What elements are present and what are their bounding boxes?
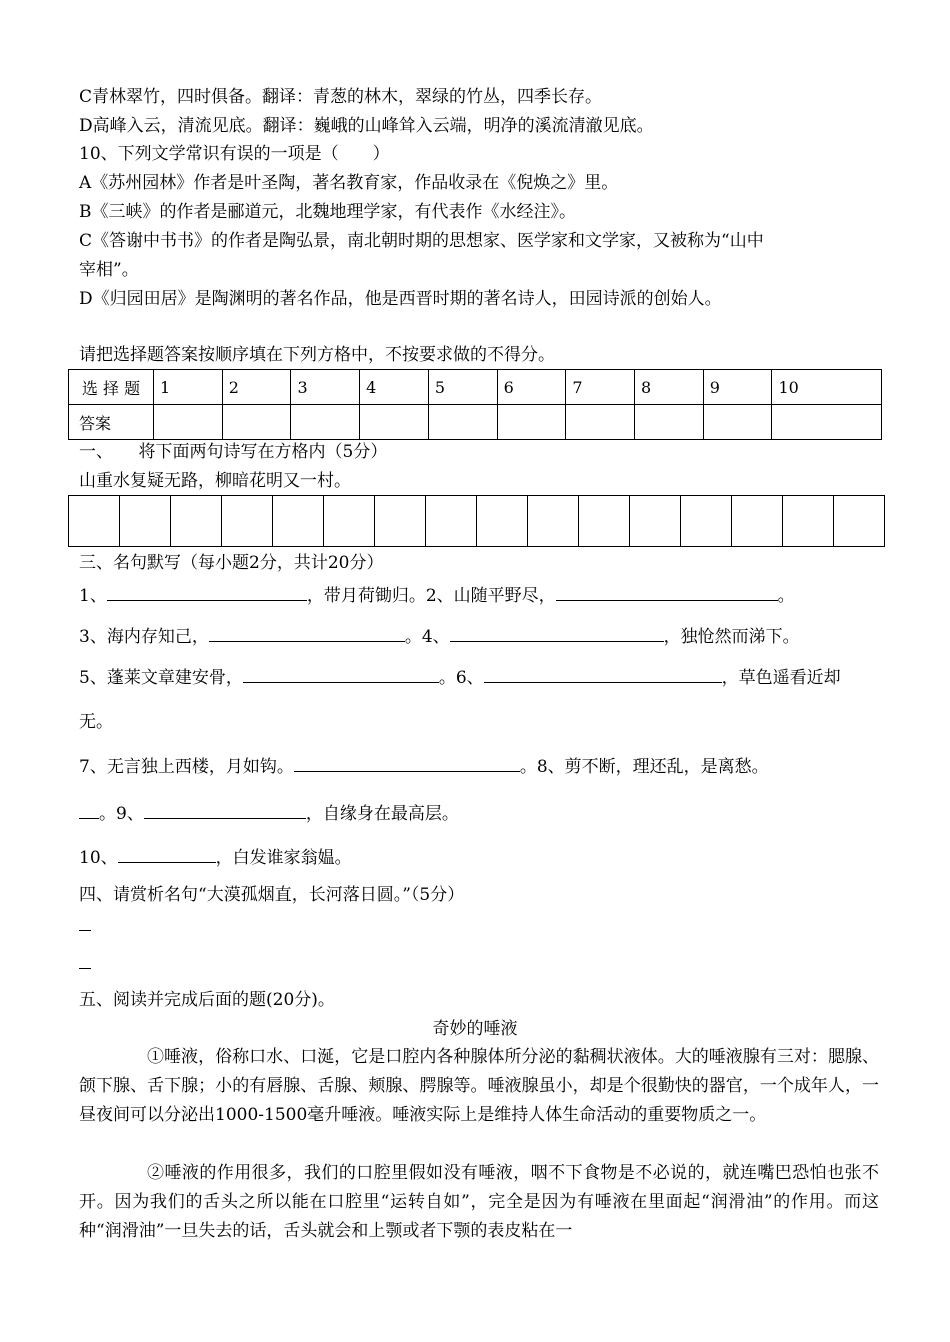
answer-number: 4	[360, 370, 429, 405]
answer-cell[interactable]	[772, 405, 882, 440]
fill-blank[interactable]	[118, 844, 216, 863]
article-title: 奇妙的唾液	[432, 1019, 518, 1039]
grid-cell[interactable]	[171, 496, 222, 547]
question-10-option-d: D《归园田居》是陶渊明的著名作品，他是西晋时期的著名诗人，田园诗派的创始人。	[79, 289, 722, 309]
answer-cell[interactable]	[154, 405, 223, 440]
recitation-line-6: 10、 ，白发谁家翁媪。	[79, 844, 352, 869]
answer-number: 1	[154, 370, 223, 405]
answer-number: 6	[497, 370, 566, 405]
fill-blank[interactable]	[243, 664, 439, 683]
recitation-line-2: 3、海内存知己， 。4、 ，独怆然而涕下。	[79, 623, 800, 648]
option-d-line: D高峰入云，清流见底。翻译：巍峨的山峰耸入云端，明净的溪流清澈见底。	[79, 116, 654, 136]
section-3-title: 三、名句默写（每小题2分，共计20分）	[79, 553, 384, 573]
grid-cell[interactable]	[630, 496, 681, 547]
section-1-title: 一、 将下面两句诗写在方格内（5分）	[79, 442, 388, 462]
article-paragraph-2: ②唾液的作用很多，我们的口腔里假如没有唾液，咽不下食物是不必说的，就连嘴巴恐怕也张不开。因为我们的舌头之所以能在口腔里“运转自如”，完全是因为有唾液在里面起“润滑油”的作用。而这种“润滑油”一旦失去的话，舌头就会和上颚或者下颚的表皮粘在一	[79, 1163, 879, 1241]
section-4-title: 四、请赏析名句“大漠孤烟直，长河落日圆。”（5分）	[79, 885, 465, 905]
grid-cell[interactable]	[681, 496, 732, 547]
fill-blank[interactable]	[294, 753, 520, 772]
answer-number: 3	[291, 370, 360, 405]
fill-blank[interactable]	[79, 800, 99, 819]
answer-number: 7	[566, 370, 635, 405]
answer-cell[interactable]	[635, 405, 704, 440]
grid-cell[interactable]	[375, 496, 426, 547]
option-c-line: C青林翠竹，四时俱备。翻译：青葱的林木，翠绿的竹丛，四季长存。	[79, 87, 603, 107]
answer-cell[interactable]	[360, 405, 429, 440]
grid-cell[interactable]	[528, 496, 579, 547]
writing-grid	[68, 495, 885, 547]
fill-blank[interactable]	[144, 800, 306, 819]
recitation-line-5: 。9、 ，自缘身在最高层。	[79, 800, 459, 825]
question-10-stem: 10、下列文学常识有误的一项是（ ）	[79, 144, 390, 164]
grid-cell[interactable]	[426, 496, 477, 547]
grid-cell[interactable]	[120, 496, 171, 547]
recitation-line-3: 5、蓬莱文章建安骨， 。6、 ，草色遥看近却	[79, 664, 841, 689]
grid-cell[interactable]	[69, 496, 120, 547]
question-10-option-a: A《苏州园林》作者是叶圣陶，著名教育家，作品收录在《倪焕之》里。	[79, 173, 619, 193]
grid-cell[interactable]	[477, 496, 528, 547]
answer-instruction: 请把选择题答案按顺序填在下列方格中，不按要求做的不得分。	[79, 345, 555, 365]
fill-blank[interactable]	[209, 623, 405, 642]
question-10-option-c: C《答谢中书书》的作者是陶弘景，南北朝时期的思想家、医学家和文学家，又被称为“山中	[79, 231, 764, 251]
grid-cell[interactable]	[579, 496, 630, 547]
answer-table	[68, 369, 882, 440]
answer-cell[interactable]	[222, 405, 291, 440]
answer-line[interactable]	[79, 930, 91, 931]
answer-row-label: 答案	[69, 405, 154, 440]
answer-cell[interactable]	[291, 405, 360, 440]
recitation-line-3-cont: 无。	[79, 712, 113, 732]
section-5-title: 五、阅读并完成后面的题(20分)。	[79, 990, 335, 1010]
answer-number: 5	[428, 370, 497, 405]
answer-number: 8	[635, 370, 704, 405]
grid-cell[interactable]	[834, 496, 885, 547]
answer-cell[interactable]	[566, 405, 635, 440]
grid-cell[interactable]	[783, 496, 834, 547]
section-1-poem: 山重水复疑无路，柳暗花明又一村。	[79, 471, 351, 491]
fill-blank[interactable]	[107, 582, 307, 601]
question-10-option-c-cont: 宰相”。	[79, 260, 139, 280]
answer-cell[interactable]	[703, 405, 772, 440]
answer-number: 2	[222, 370, 291, 405]
article-paragraph-1: ①唾液，俗称口水、口涎，它是口腔内各种腺体所分泌的黏稠状液体。大的唾液腺有三对：腮腺、颌下腺、舌下腺；小的有唇腺、舌腺、颊腺、腭腺等。唾液腺虽小，却是个很勤快的器官，一个成年人，一昼夜间可以分泌出1000-1500毫升唾液。唾液实际上是维持人体生命活动的重要物质之一。	[79, 1047, 879, 1125]
answer-cell[interactable]	[428, 405, 497, 440]
answer-cell[interactable]	[497, 405, 566, 440]
fill-blank[interactable]	[450, 623, 664, 642]
recitation-line-1: 1、 ，带月荷锄归。2、山随平野尽， 。	[79, 582, 795, 607]
answer-number: 9	[703, 370, 772, 405]
grid-cell[interactable]	[732, 496, 783, 547]
answer-line[interactable]	[79, 968, 91, 969]
question-10-option-b: B《三峡》的作者是郦道元，北魏地理学家，有代表作《水经注》。	[79, 202, 576, 222]
answer-number: 10	[772, 370, 882, 405]
grid-cell[interactable]	[273, 496, 324, 547]
fill-blank[interactable]	[484, 664, 722, 683]
answer-table-label: 选 择 题	[69, 370, 154, 405]
grid-cell[interactable]	[324, 496, 375, 547]
fill-blank[interactable]	[556, 582, 778, 601]
recitation-line-4: 7、无言独上西楼，月如钩。 。8、剪不断，理还乱，是离愁。	[79, 753, 769, 778]
grid-cell[interactable]	[222, 496, 273, 547]
